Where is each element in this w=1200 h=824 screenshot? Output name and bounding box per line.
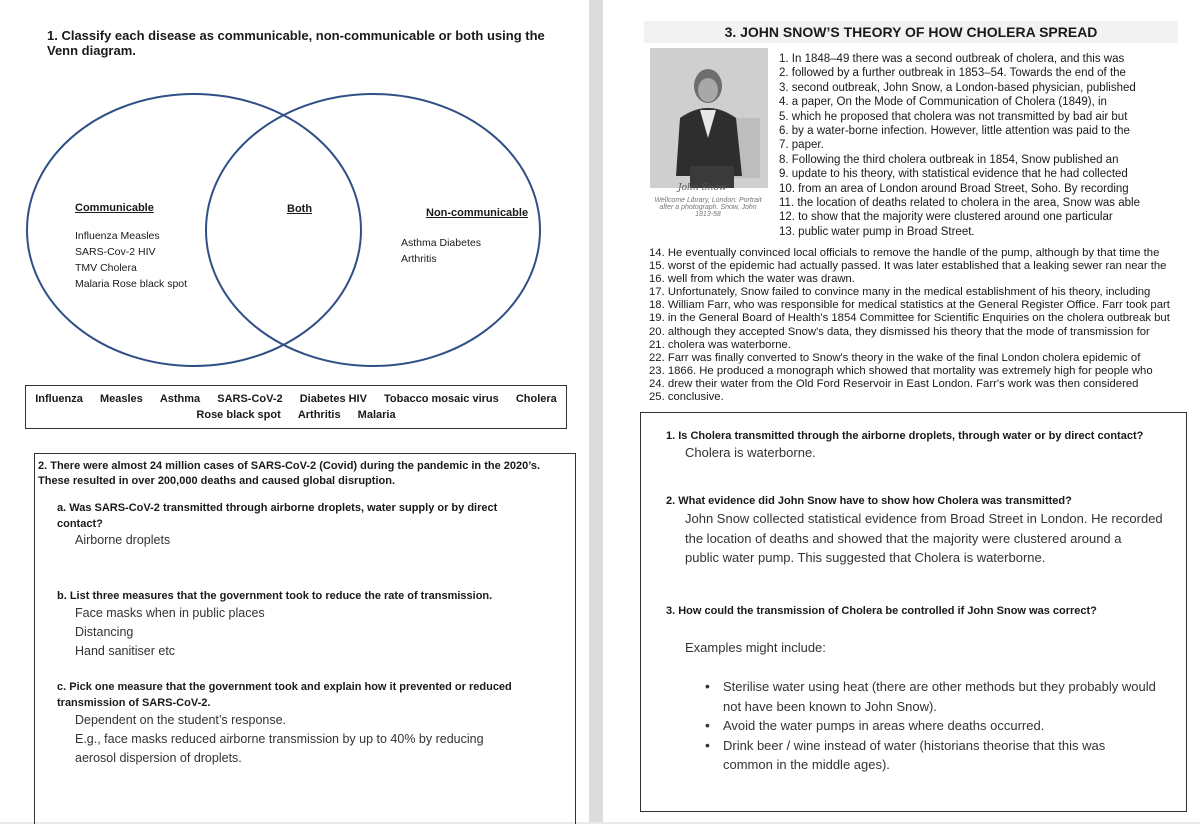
passage-line: 20. although they accepted Snow's data, they dismissed his theory that the mode of transmission for [649, 325, 1150, 338]
example-line: • Drink beer / wine instead of water (historians theorise that this was [723, 737, 1106, 753]
john-snow-portrait [650, 48, 768, 188]
question-3-1: 1. Is Cholera transmitted through the airborne droplets, through water or by direct contact? [666, 430, 1144, 442]
word-bank-item: Tobacco mosaic virus [384, 393, 499, 405]
question-1-title: 1. Classify each disease as communicable, non-communicable or both using the Venn diagram. [47, 28, 545, 58]
answer-line: the location of deaths and showed that the majority were clustered around a [685, 530, 1122, 546]
answer-line: public water pump. This suggested that Cholera is waterborne. [685, 550, 1046, 565]
passage-line: 14. He eventually convinced local officials to remove the handle of the pump, although by that time the [649, 247, 1160, 259]
passage-line: 5. which he proposed that cholera was not transmitted by bad air but [779, 110, 1128, 123]
passage-line: 19. in the General Board of Health's 1854 Committee for Scientific Enquiries on the cholera outbreak but [649, 312, 1170, 325]
section-3-heading: 3. JOHN SNOW’S THEORY OF HOW CHOLERA SPREAD [724, 24, 1098, 40]
question-2b: b. List three measures that the government took to reduce the rate of transmission. [57, 590, 493, 602]
portrait-figure [650, 48, 768, 188]
passage-line: 23. 1866. He produced a monograph which showed that mortality was extremely high for people who [649, 364, 1153, 377]
answer-line: John Snow collected statistical evidence from Broad Street in London. He recorded [685, 511, 1163, 526]
word-bank-item: Malaria [357, 409, 396, 421]
non-communicable-label: Non-communicable [426, 207, 529, 219]
answer-line: Dependent on the student’s response. [75, 713, 287, 727]
venn-item: Malaria Rose black spot [75, 278, 188, 290]
answer-3-1: Cholera is waterborne. [685, 445, 816, 460]
answer-line: E.g., face masks reduced airborne transmission by up to 40% by reducing [75, 732, 484, 746]
example-item [703, 677, 1183, 716]
passage-line: 17. Unfortunately, Snow failed to convince many in the medical establishment of his theory, including [649, 286, 1151, 299]
passage-line: 25. conclusive. [649, 391, 724, 404]
question-3-3: 3. How could the transmission of Cholera be controlled if John Snow was correct? [666, 605, 1097, 617]
passage-lines-top [779, 52, 1140, 239]
word-bank-row-2 [26, 407, 566, 423]
word-bank-item: SARS-CoV-2 [217, 393, 283, 405]
passage-line: 21. cholera was waterborne. [649, 338, 791, 351]
answer-line: Distancing [75, 625, 134, 639]
example-line: • Avoid the water pumps in areas where deaths occurred. [723, 718, 1045, 733]
question-2a: a. Was SARS-CoV-2 transmitted through airborne droplets, water supply or by direct contact? [57, 502, 498, 530]
word-bank-item: Arthritis [297, 409, 341, 421]
answer-line: Face masks when in public places [75, 606, 265, 620]
word-bank-row-1 [26, 391, 566, 407]
answers-2c [75, 711, 484, 768]
passage-line: 11. the location of deaths related to cholera in the area, Snow was able [779, 197, 1140, 210]
example-line: not have been known to John Snow). [723, 698, 937, 714]
question-3-2: 2. What evidence did John Snow have to show how Cholera was transmitted? [666, 495, 1072, 507]
question-2-box [34, 453, 576, 824]
passage-line: 3. second outbreak, John Snow, a London-based physician, published [779, 81, 1136, 94]
example-item [703, 736, 1183, 775]
communicable-label: Communicable [75, 202, 154, 214]
passage-line: 18. William Farr, who was responsible for medical statistics at the General Register Office. Farr took part [649, 299, 1170, 312]
answer-line: aerosol dispersion of droplets. [75, 751, 242, 765]
venn-item: Asthma Diabetes [401, 237, 481, 249]
passage-line: 24. drew their water from the Old Ford Reservoir in East London. Farr's work was then considered [649, 377, 1139, 390]
answer-3-2 [685, 509, 1163, 568]
passage-line: 16. well from which the water was drawn. [649, 273, 855, 286]
answer-3-3: Examples might include: [685, 640, 826, 655]
page-gap [589, 0, 603, 822]
passage-lines-bottom [649, 247, 1170, 404]
passage-line: 10. from an area of London around Broad Street, Soho. By recording [779, 182, 1129, 195]
passage-line: 8. Following the third cholera outbreak in 1854, Snow published an [779, 153, 1119, 166]
word-bank-item: Influenza [35, 393, 83, 405]
word-bank [25, 385, 567, 429]
venn-item: SARS-Cov-2 HIV [75, 246, 156, 258]
passage-line: 4. a paper, On the Mode of Communication of Cholera (1849), in [779, 96, 1107, 109]
passage-line: 15. worst of the epidemic had actually passed. It was later established that a leaking sewer ran near the [649, 260, 1167, 273]
passage-line: 6. by a water-borne infection. However, little attention was paid to the [779, 125, 1130, 138]
word-bank-item: Rose black spot [196, 409, 281, 421]
question-2-title: 2. There were almost 24 million cases of SARS-CoV-2 (Covid) during the pandemic in the 2020’s. These resulted in over 200,000 deaths and caused global disruption. [38, 460, 541, 487]
answer-line: Hand sanitiser etc [75, 644, 176, 658]
passage-line: 7. paper. [779, 139, 824, 152]
word-bank-item: Asthma [159, 393, 201, 405]
examples-list [703, 677, 1183, 775]
answers-2b [75, 604, 265, 661]
question-2c: c. Pick one measure that the government took and explain how it prevented or reduced transmission of SARS-CoV-2. [57, 681, 512, 709]
answer-2a: Airborne droplets [75, 533, 171, 547]
questions-box [640, 412, 1187, 812]
example-line: • Sterilise water using heat (there are other methods but they probably would [723, 679, 1156, 694]
venn-diagram [0, 0, 589, 385]
passage-line: 12. to show that the majority were clustered around one particular [779, 211, 1113, 224]
passage-line: 13. public water pump in Broad Street. [779, 225, 975, 238]
word-bank-item: Diabetes HIV [299, 393, 367, 405]
word-bank-item: Cholera [515, 393, 557, 405]
word-bank-item: Measles [99, 393, 143, 405]
passage-line: 9. update to his theory, with statistical evidence that he had collected [779, 168, 1128, 181]
communicable-list [75, 228, 187, 292]
example-line: common in the middle ages). [723, 757, 890, 772]
example-item [703, 716, 1183, 736]
signature: John Snow [678, 183, 727, 193]
venn-item: TMV Cholera [75, 262, 137, 274]
passage-line: 2. followed by a further outbreak in 1853–54. Towards the end of the [779, 67, 1126, 80]
both-label: Both [287, 203, 313, 215]
venn-item: Arthritis [401, 253, 437, 265]
left-page [0, 0, 589, 822]
venn-item: Influenza Measles [75, 230, 160, 242]
passage-line: 22. Farr was finally converted to Snow's theory in the wake of the final London cholera epidemic of [649, 351, 1141, 364]
venn-circle-non-communicable [206, 94, 540, 366]
passage-line: 1. In 1848–49 there was a second outbreak of cholera, and this was [779, 53, 1125, 65]
non-communicable-list [401, 235, 481, 267]
portrait-caption: Wellcome Library, London. Portrait after a photograph. Snow, John 1813-58 [654, 197, 762, 218]
